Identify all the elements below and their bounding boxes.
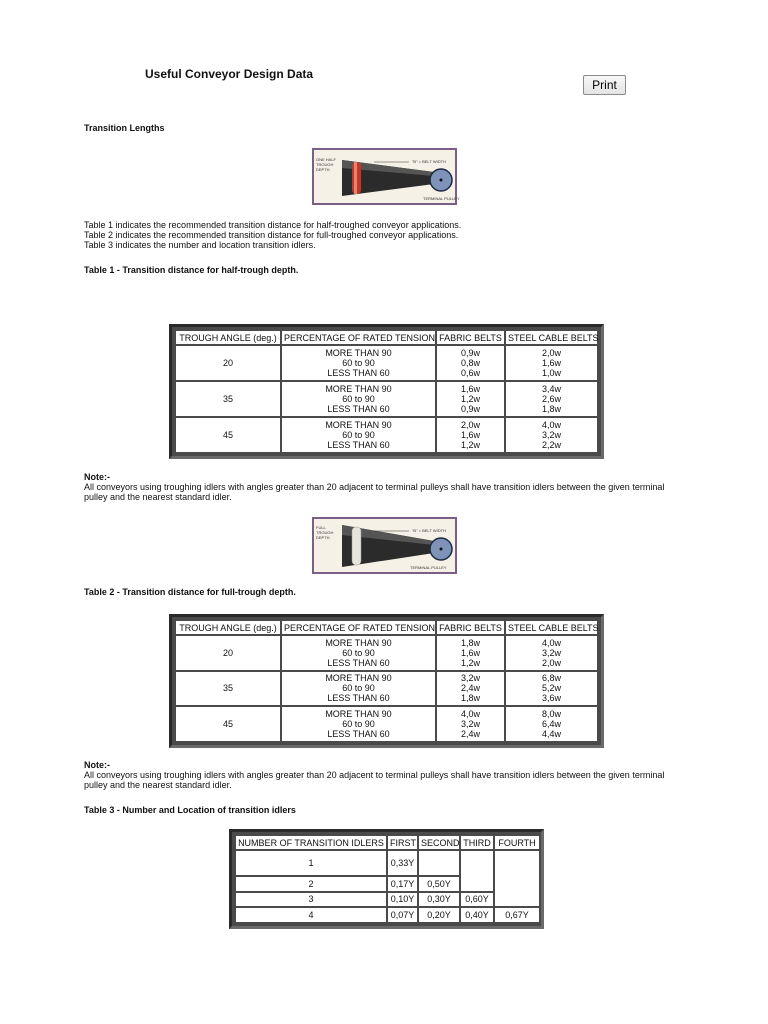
tension-value: 60 to 90 xyxy=(342,358,375,368)
fabric-cell xyxy=(437,382,504,416)
table-header-row xyxy=(176,331,597,344)
steel-value: 2,0w xyxy=(541,657,561,668)
steel-value: 3,4w xyxy=(541,384,561,394)
header-second: SECOND xyxy=(421,837,460,848)
tension-value: MORE THAN 90 xyxy=(325,673,392,684)
tension-value: 60 to 90 xyxy=(342,719,375,730)
tension-value: MORE THAN 90 xyxy=(325,420,392,430)
steel-value: 8,0w xyxy=(541,709,561,720)
belt-width-label: "B" = BELT WIDTH xyxy=(412,528,446,533)
fabric-value: 0,8w xyxy=(460,358,480,368)
tension-value: LESS THAN 60 xyxy=(327,368,390,378)
steel-value: 2,0w xyxy=(541,348,561,358)
depth-label-3: DEPTH xyxy=(316,535,330,540)
tension-value: 60 to 90 xyxy=(342,683,375,694)
depth-label-1: FULL xyxy=(316,525,326,530)
steel-value: 4,0w xyxy=(541,637,561,648)
fabric-value: 0,9w xyxy=(460,348,480,358)
header-first: FIRST xyxy=(390,837,416,848)
fabric-value: 1,8w xyxy=(460,637,480,648)
transition-idler-shape xyxy=(352,527,361,565)
header-fourth: FOURTH xyxy=(495,836,539,849)
table-row xyxy=(236,877,539,891)
angle-cell: 45 xyxy=(176,707,280,741)
fabric-cell xyxy=(437,636,504,670)
depth-label-3: DEPTH xyxy=(316,167,330,172)
header-rated-tension: PERCENTAGE OF RATED TENSION xyxy=(284,332,436,343)
page-title: Useful Conveyor Design Data xyxy=(145,67,314,81)
angle-cell: 35 xyxy=(176,382,280,416)
first-cell: 0,07Y xyxy=(388,908,417,922)
header-trough-angle: TROUGH ANGLE (deg.) xyxy=(176,621,280,634)
intro-line-table2: Table 2 indicates the recommended transition distance for full-troughed conveyor applications. xyxy=(84,230,459,240)
intro-line-table3: Table 3 indicates the number and location transition idlers. xyxy=(84,240,316,250)
table-row xyxy=(236,893,539,907)
third-cell: 0,60Y xyxy=(461,893,493,907)
steel-value: 6,8w xyxy=(541,673,561,684)
fabric-value: 3,2w xyxy=(460,719,480,730)
intro-paragraph xyxy=(84,220,461,250)
empty-cell xyxy=(461,851,493,891)
table-row xyxy=(176,346,597,380)
depth-label-2: TROUGH xyxy=(316,530,334,535)
belt-width-label: "B" = BELT WIDTH xyxy=(412,159,446,164)
section-heading-transition-lengths: Transition Lengths xyxy=(84,123,165,133)
tension-value: 60 to 90 xyxy=(342,647,375,658)
angle-cell: 20 xyxy=(176,346,280,380)
fabric-value: 0,6w xyxy=(460,368,480,378)
fabric-value: 1,6w xyxy=(460,647,480,658)
header-number-of-idlers: NUMBER OF TRANSITION IDLERS xyxy=(236,836,386,849)
fabric-value: 1,8w xyxy=(460,693,480,704)
note2-label: Note:- xyxy=(84,760,110,770)
fabric-value: 1,6w xyxy=(460,430,480,440)
first-cell: 0,17Y xyxy=(388,877,417,891)
header-fabric-belts: FABRIC BELTS xyxy=(437,331,504,344)
steel-cell xyxy=(506,636,597,670)
fabric-cell xyxy=(437,346,504,380)
table2-caption: Table 2 - Transition distance for full-trough depth. xyxy=(84,587,296,597)
header-rated-tension: PERCENTAGE OF RATED TENSION xyxy=(284,622,436,633)
angle-cell: 35 xyxy=(176,672,280,706)
terminal-pulley-label: TERMINAL PULLEY xyxy=(410,565,447,570)
steel-value: 6,4w xyxy=(541,719,561,730)
second-cell: 0,30Y xyxy=(419,893,459,907)
note2 xyxy=(84,760,684,790)
tension-cell xyxy=(282,346,435,380)
depth-label-2: TROUGH xyxy=(316,162,334,167)
steel-value: 4,4w xyxy=(541,729,561,740)
depth-label-1: ONE HALF xyxy=(316,157,337,162)
fabric-cell xyxy=(437,672,504,706)
first-cell: 0,10Y xyxy=(388,893,417,907)
table3 xyxy=(229,829,544,929)
tension-value: MORE THAN 90 xyxy=(325,709,392,720)
note1-text: All conveyors using troughing idlers with angles greater than 20 adjacent to terminal pulleys shall have transition idlers between the given terminal pulley and the nearest standard idler. xyxy=(84,482,665,502)
tension-value: LESS THAN 60 xyxy=(327,693,390,704)
table2 xyxy=(169,614,604,748)
steel-value: 1,6w xyxy=(541,358,561,368)
idler-count-cell: 2 xyxy=(236,877,386,891)
tension-value: MORE THAN 90 xyxy=(325,384,392,394)
intro-line-table1: Table 1 indicates the recommended transition distance for half-troughed conveyor applications. xyxy=(84,220,462,230)
fabric-value: 1,6w xyxy=(460,384,480,394)
tension-cell xyxy=(282,382,435,416)
table-row xyxy=(236,908,539,922)
idler-count-cell: 3 xyxy=(236,893,386,907)
tension-cell xyxy=(282,636,435,670)
fabric-value: 2,0w xyxy=(460,420,480,430)
steel-value: 1,0w xyxy=(541,368,561,378)
note1-label: Note:- xyxy=(84,472,110,482)
steel-value: 2,2w xyxy=(541,440,561,450)
table1-caption: Table 1 - Transition distance for half-trough depth. xyxy=(84,265,299,275)
table-row xyxy=(176,707,597,741)
tension-value: LESS THAN 60 xyxy=(327,440,390,450)
half-trough-diagram xyxy=(312,148,460,205)
steel-value: 3,2w xyxy=(541,430,561,440)
tension-cell xyxy=(282,707,435,741)
empty-cell xyxy=(495,851,539,906)
third-cell: 0,40Y xyxy=(461,908,493,922)
second-cell: 0,50Y xyxy=(419,877,459,891)
table-row xyxy=(236,851,539,875)
table3-caption: Table 3 - Number and Location of transition idlers xyxy=(84,805,296,815)
idler-count-cell: 4 xyxy=(236,908,386,922)
header-steel-cable-belts: STEEL CABLE BELTS xyxy=(508,622,599,633)
steel-value: 2,6w xyxy=(541,394,561,404)
fabric-value: 2,4w xyxy=(460,683,480,694)
fabric-value: 1,2w xyxy=(460,440,480,450)
steel-cell xyxy=(506,707,597,741)
fabric-cell xyxy=(437,418,504,452)
header-trough-angle: TROUGH ANGLE (deg.) xyxy=(176,331,280,344)
note2-text: All conveyors using troughing idlers with angles greater than 20 adjacent to terminal pulleys shall have transition idlers between the given terminal pulley and the nearest standard idler. xyxy=(84,770,665,790)
header-steel-cable-belts: STEEL CABLE BELTS xyxy=(508,332,599,343)
steel-cell xyxy=(506,418,597,452)
steel-value: 3,2w xyxy=(541,647,561,658)
tension-value: LESS THAN 60 xyxy=(327,729,390,740)
fabric-value: 3,2w xyxy=(460,673,480,684)
table-row xyxy=(176,636,597,670)
tension-value: 60 to 90 xyxy=(342,394,375,404)
steel-cell xyxy=(506,346,597,380)
steel-value: 3,6w xyxy=(541,693,561,704)
idler-count-cell: 1 xyxy=(236,851,386,875)
steel-cell xyxy=(506,672,597,706)
tension-cell xyxy=(282,672,435,706)
note1 xyxy=(84,472,684,502)
table1 xyxy=(169,324,604,459)
second-cell: 0,20Y xyxy=(419,908,459,922)
tension-value: MORE THAN 90 xyxy=(325,348,392,358)
table-row xyxy=(176,672,597,706)
steel-value: 5,2w xyxy=(541,683,561,694)
first-cell: 0,33Y xyxy=(388,851,417,875)
table-header-row xyxy=(236,836,539,849)
tension-value: MORE THAN 90 xyxy=(325,637,392,648)
fabric-value: 0,9w xyxy=(460,404,480,414)
steel-cell xyxy=(506,382,597,416)
fabric-cell xyxy=(437,707,504,741)
tension-cell xyxy=(282,418,435,452)
table-header-row xyxy=(176,621,597,634)
fabric-value: 2,4w xyxy=(460,729,480,740)
fourth-cell: 0,67Y xyxy=(495,908,539,922)
empty-cell xyxy=(419,851,459,875)
tension-value: LESS THAN 60 xyxy=(327,657,390,668)
fabric-value: 1,2w xyxy=(460,394,480,404)
full-trough-diagram xyxy=(312,517,457,574)
tension-value: LESS THAN 60 xyxy=(327,404,390,414)
fabric-value: 1,2w xyxy=(460,657,480,668)
angle-cell: 45 xyxy=(176,418,280,452)
header-fabric-belts: FABRIC BELTS xyxy=(437,621,504,634)
tension-value: 60 to 90 xyxy=(342,430,375,440)
fabric-value: 4,0w xyxy=(460,709,480,720)
steel-value: 1,8w xyxy=(541,404,561,414)
steel-value: 4,0w xyxy=(541,420,561,430)
table-row xyxy=(176,418,597,452)
header-third: THIRD xyxy=(461,836,493,849)
terminal-pulley-label: TERMINAL PULLEY xyxy=(423,196,460,201)
angle-cell: 20 xyxy=(176,636,280,670)
table-row xyxy=(176,382,597,416)
print-button[interactable]: Print xyxy=(583,75,626,95)
